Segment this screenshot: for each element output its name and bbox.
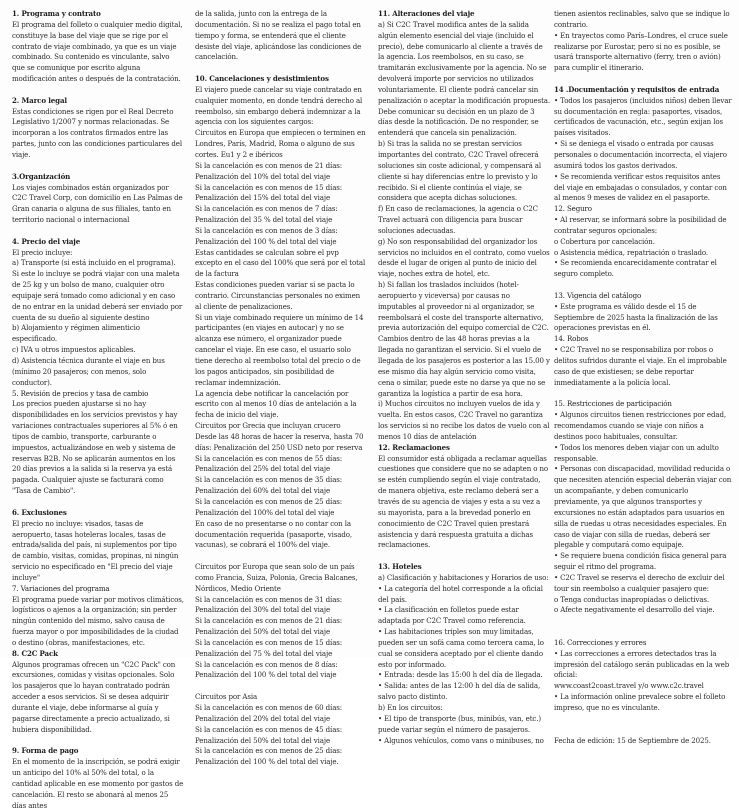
clause-section bbox=[378, 443, 550, 551]
clause-text: Si la cancelación es con menos de 25 días: Penalización del 100% del total del viaje bbox=[195, 496, 343, 517]
clause-text: Si la cancelación es con menos de 45 días: Penalización del 50% del total del viaje bbox=[195, 724, 343, 745]
clause-section bbox=[12, 584, 184, 649]
clause-text: • Este programa es válido desde el 15 de Septiembre de 2025 hasta la finalización de las operaciones previstas en él. bbox=[554, 301, 718, 333]
clause-text: Circuitos por Asia bbox=[195, 692, 258, 702]
clause-section bbox=[554, 736, 732, 747]
clause-text: • Algunos circuitos tienen restricciones por edad, recomendamos cuando se viaje con niños a destinos poco habituales, consultar. bbox=[554, 410, 726, 441]
clause-text: Si la cancelación es con menos de 21 días: Penalización del 10% del total del viaje bbox=[195, 160, 343, 181]
clause-section bbox=[12, 746, 184, 811]
clause-text: b) Alojamiento y régimen alimenticio especificado. bbox=[12, 323, 140, 344]
clause-section bbox=[195, 562, 367, 681]
clause-text: • Al reservar, se informará sobre la posibilidad de contratar seguros opcionales: bbox=[554, 215, 727, 235]
clause-section bbox=[378, 562, 550, 746]
clause-text: Estas condiciones pueden variar si se pacta lo contrario. Circunstancias personales no eximen al cliente de penalizaciones. bbox=[195, 280, 361, 311]
clause-text: Estas cantidades se calculan sobre el pvp excepto en el caso del 100% que será por el total de la factura bbox=[195, 247, 366, 279]
clause-text: b) Si tras la salida no se prestan servicios importantes del contrato, C2C Travel ofrecerá soluciones sin coste adicional, y compensará al cliente si hay diferencias entre lo previsto y lo recibido. Si el cliente continúa el viaje, se considera que acepta dichas soluciones. bbox=[378, 139, 541, 203]
clause-text: de la salida, junto con la entrega de la documentación. Si no se realiza el pago total en tiempo y forma, se entenderá que el cliente desiste del viaje, aplicándose las condiciones de cancelación. bbox=[195, 9, 362, 62]
column-2 bbox=[195, 9, 367, 779]
clause-text: Circuitos por Europa que sean solo de un país como Francia, Suiza, Polonia, Grecia Balcanes, Nórdicos, Medio Oriente bbox=[195, 562, 358, 593]
clause-text: Circuitos por Grecia que incluyan crucero bbox=[195, 421, 341, 431]
clause-text: a) Si C2C Travel modifica antes de la salida algún elemento esencial del viaje (incluido el precio), debe comunicarlo al cliente a través de la agencia. Los reembolsos, en su caso, se tramitarán exclusivamente por la agencia. No se devolverá importe por servicios no utilizados voluntariamente. El cliente podrá cancelar sin penalización o aceptar la modificación propuesta. Debe comunicar su decisión en un plazo de 3 días desde la notificación. De no responder, se entenderá que cancela sin penalización. bbox=[378, 19, 550, 138]
clause-text: • Algunos vehículos, como vans o minibuses, no bbox=[378, 735, 544, 745]
clause-text: • Si se deniega el visado o entrada por causas personales o documentación incorrecta, el viajero asumirá todos los gastos derivados. bbox=[554, 139, 727, 170]
clause-heading: 13. Hoteles bbox=[378, 562, 422, 572]
clause-section bbox=[554, 85, 732, 204]
clause-text: Si la cancelación es con menos de 55 días: Penalización del 25% del total del viaje bbox=[195, 453, 343, 474]
clause-heading: 2. Marco legal bbox=[12, 95, 67, 105]
clause-text: • En trayectos como París–Londres, el cruce suele realizarse por Eurostar, pero si no es posible, se usará transporte alternativo (ferry, tren o avión) para cumplir el itinerario. bbox=[554, 30, 728, 73]
clause-text: El precio incluye: bbox=[12, 247, 73, 257]
clause-heading: 9. Forma de pago bbox=[12, 746, 79, 756]
clause-section bbox=[195, 9, 367, 63]
clause-text: Si la cancelación es con menos de 3 días: Penalización del 100 % del total del viaje bbox=[195, 225, 338, 246]
clause-heading: 12. Seguro bbox=[554, 204, 592, 214]
clause-text: h) Si fallan los traslados incluidos (hotel-aeropuerto y viceversa) por causas no imputables al proveedor ni al organizador, se reembolsará el coste del transporte alternativo, previa autorización del equipo comercial de C2C. Cambios dentro de las 48 horas previas a la llegada no garantizan el servicio. Si el vuelo de llegada de los pasajeros es posterior a las 15.00 y ese mismo día hay algún servicio como visita, cena o similar, puede este no darse ya que no se garantiza la logística a partir de esa hora. bbox=[378, 280, 550, 398]
clause-text: • Se recomienda encarecidamente contratar el seguro completo. bbox=[554, 258, 717, 279]
clause-section bbox=[554, 204, 732, 280]
clause-text: • El tipo de transporte (bus, minibús, van, etc.) puede variar según el número de pasajeros. bbox=[378, 713, 541, 734]
column-3 bbox=[378, 9, 550, 746]
clause-text: Si la cancelación es con menos de 15 días: Penalización del 15% del total del viaje bbox=[195, 182, 343, 203]
clause-heading: 8. C2C Pack bbox=[12, 648, 58, 658]
website-link[interactable]: www.coast2coast.travel y/o www.c2c.travel bbox=[554, 681, 704, 691]
clause-section bbox=[554, 399, 732, 616]
clause-text: d) Asistencia técnica durante el viaje en bus (mínimo 20 pasajeros; con menos, solo conductor). bbox=[12, 356, 165, 387]
clause-section bbox=[195, 74, 367, 551]
clause-heading: 15. Restricciones de participación bbox=[554, 399, 672, 409]
clause-section bbox=[12, 96, 184, 161]
clause-heading: 14 .Documentación y requisitos de entrada bbox=[554, 84, 720, 94]
clause-heading: 4. Precio del viaje bbox=[12, 236, 81, 246]
clause-text: Fecha de edición: 15 de Septiembre de 2025. bbox=[554, 735, 711, 745]
clause-text: Si la cancelación es con menos de 60 días: Penalización del 20% del total del viaje bbox=[195, 703, 343, 723]
clause-section bbox=[12, 9, 184, 85]
spacer bbox=[554, 725, 732, 736]
clause-heading: 5. Revisión de precios y tasa de cambio bbox=[12, 388, 149, 398]
clause-text: Si la cancelación es con menos de 35 días: Penalización del 60% del total del viaje bbox=[195, 475, 343, 496]
clause-text: Si la cancelación es con menos de 15 días: Penalización del 75 % del total del viaje bbox=[195, 637, 343, 658]
clause-section bbox=[12, 508, 184, 584]
clause-text: • C2C Travel se reserva el derecho de excluir del tour sin reembolso a cualquier pasajero que: bbox=[554, 572, 725, 593]
clause-text: • Entrada: desde las 15:00 h del día de llegada. bbox=[378, 670, 543, 680]
clause-text: • Las habitaciones triples son muy limitadas, pueden ser un sofá cama como tercera cama, lo cual se considera aceptado por el cliente dando esto por informado. bbox=[378, 627, 544, 669]
clause-section bbox=[12, 389, 184, 497]
clause-heading: 11. Alteraciones del viaje bbox=[378, 9, 475, 18]
column-1 bbox=[12, 9, 184, 811]
clause-text: b) En los circuitos: bbox=[378, 703, 443, 712]
clause-text: o Asistencia médica, repatriación o traslado. bbox=[554, 247, 709, 257]
clause-text: Los viajes combinados están organizados por C2C Travel Corp, con domicilio en Las Palmas de Gran canaria o alguna de sus filiales, tanto en territorio nacional o internacional bbox=[12, 182, 183, 225]
clause-text: Si la cancelación es con menos de 7 días: Penalización del 35 % del total del viaje bbox=[195, 204, 338, 225]
clause-text: El programa puede variar por motivos climáticos, logísticos o ajenos a la organización; sin perder ningún contenido del mismo, salvo causa de fuerza mayor o por imposibilidades de la ciudad o destino (obras, manifestaciones, etc. bbox=[12, 594, 184, 647]
clause-text: • La información online prevalece sobre el folleto impreso, que no es vinculante. bbox=[554, 692, 726, 712]
clause-text: a) Transporte (si está incluido en el programa). Si este lo incluye se podrá viajar con una maleta de 25 kg y un bolso de mano, cualquier otro equipaje será tomado como adicional y en caso de no entrar en la unidad deberá ser enviado por cuenta de su dueño al siguiente destino bbox=[12, 258, 183, 322]
clause-text: El programa del folleto o cualquier medio digital, constituye la base del viaje que se rige por el contrato de viaje combinado, ya que es un viaje combinado. Su contenido es vinculante, salvo que se comunique por escrito alguna modificación antes o después de la contratación. bbox=[12, 19, 183, 84]
clause-text: g) No son responsabilidad del organizador los servicios no incluidos en el contrato, como vuelos desde el lugar de origen al punto de inicio del viaje, noches extra de hotel, etc. bbox=[378, 236, 550, 279]
clause-text: tienen asientos reclinables, salvo que se indique lo contrario. bbox=[554, 9, 730, 29]
clause-text: El precio no incluye: visados, tasas de aeropuerto, tasas hoteleras locales, tasas de entrada/salida del país, ni suplementos por tipo de cambio, visitas, comidas, propinas, ni ningún servicio no especificado en "El precio del viaje incluye" bbox=[12, 518, 179, 582]
clause-section bbox=[378, 9, 550, 443]
clause-heading: 7. Variaciones del programa bbox=[12, 583, 110, 593]
clause-heading: 1. Programa y contrato bbox=[12, 9, 101, 18]
clause-text: Circuitos en Europa que empiecen o terminen en Londres, París, Madrid, Roma o alguno de sus cortes. Eu1 y 2 e ibéricos bbox=[195, 128, 366, 159]
clause-text: En caso de no presentarse o no contar con la documentación requerida (pasaporte, visado, vacunas), se cobrará el 100% del viaje. bbox=[195, 518, 352, 550]
clause-text: • Todos los menores deben viajar con un adulto responsable. bbox=[554, 442, 719, 463]
clause-text: a) Clasificación y habitaciones y Horarios de uso: bbox=[378, 572, 549, 582]
clause-text: La agencia debe notificar la cancelación por escrito con al menos 10 días de antelación a la fecha de inicio del viaje. bbox=[195, 388, 357, 420]
clause-text: • Salida: antes de las 12:00 h del día de salida, salvo pacto distinto. bbox=[378, 681, 541, 702]
clause-text: • Las correcciones a errores detectados tras la impresión del catálogo serán publicadas en la web oficial: bbox=[554, 648, 730, 680]
clause-heading: 6. Exclusiones bbox=[12, 507, 67, 517]
column-4 bbox=[554, 9, 732, 757]
clause-text: i) Muchos circuitos no incluyen vuelos de ida y vuelta. En estos casos, C2C Travel no garantiza los servicios si no recibe los datos de vuelo con al menos 10 días de antelación bbox=[378, 399, 550, 441]
clause-text: Si un viaje combinado requiere un mínimo de 14 participantes (en viajes en autocar) y no se alcanza ese número, el organizador puede cancelar el viaje. En ese caso, el usuario solo tiene derecho al reembolso total del precio o de los pagos anticipados, sin posibilidad de reclamar indemnización. bbox=[195, 312, 364, 387]
clause-text: En el momento de la inscripción, se podrá exigir un anticipo del 10% al 50% del total, o la cantidad aplicable en ese momento por gastos de cancelación. El resto se abonará al menos 25 días antes bbox=[12, 757, 184, 810]
clause-heading: 16. Correcciones y errores bbox=[554, 637, 647, 647]
clause-text: Si la cancelación es con menos de 8 días: Penalización del 100 % del total del viaje bbox=[195, 659, 338, 680]
clause-text: Si la cancelación es con menos de 25 días: Penalización del 100 % del total del viaje. bbox=[195, 746, 343, 767]
clause-text: Algunos programas ofrecen un "C2C Pack" con excursiones, comidas y visitas opcionales. Solo los pasajeros que lo hayan contratado podrán acceder a esos servicios. Si se desea adquirir durante el viaje, debe informarse al guía y pagarse directamente a precio actualizado, si hubiera disponibilidad. bbox=[12, 659, 176, 734]
clause-section bbox=[12, 237, 184, 389]
clause-text: o Cobertura por cancelación. bbox=[554, 236, 655, 246]
clause-text: • La categoría del hotel corresponde a la oficial del país. bbox=[378, 583, 543, 604]
clause-text: o Tenga conductas inapropiadas o delictivas. bbox=[554, 594, 710, 604]
clause-text: • Todos los pasajeros (incluidos niños) deben llevar su documentación en regla: pasaportes, visados, certificados de vacunación, etc., según exijan los países visitados. bbox=[554, 95, 732, 138]
clause-section bbox=[12, 172, 184, 226]
clause-text: f) En caso de reclamaciones, la agencia o C2C Travel actuará con diligencia para buscar soluciones adecuadas. bbox=[378, 204, 538, 235]
clause-text: o Afecte negativamente el desarrollo del viaje. bbox=[554, 605, 715, 615]
clause-heading: 14. Robos bbox=[554, 334, 589, 344]
clause-section bbox=[554, 638, 732, 714]
clause-text: Los precios pueden ajustarse si no hay disponibilidades en los servicios previstos y hay variaciones contractuales superiores al 5% ó en tipos de cambio, transporte, carburante o impuestos, actualizándose en web y sistema de reservas B2B. No se aplicarán aumentos en los 20 días previos a la salida si la reserva ya está pagada. Cualquier ajuste se facturará como "Tasa de Cambio". bbox=[12, 399, 178, 496]
clause-section bbox=[554, 9, 732, 74]
clause-section bbox=[554, 291, 732, 334]
clause-text: Si la cancelación es con menos de 31 días: Penalización del 30% del total del viaje bbox=[195, 594, 343, 615]
clause-text: El viajero puede cancelar su viaje contratado en cualquier momento, en donde tendrá derecho al reembolso, sin embargo deberá indemnizar a la agencia con los siguientes cargos: bbox=[195, 84, 363, 127]
clause-section bbox=[12, 649, 184, 736]
clause-text: • C2C Travel no se responsabiliza por robos o delitos sufridos durante el viaje. En el improbable caso de que existiesen; se debe reportar inmediatamente a la policía local. bbox=[554, 345, 727, 387]
clause-text: • La clasificación en folletos puede estar adaptada por C2C Travel como referencia. bbox=[378, 605, 526, 626]
clause-heading: 10. Cancelaciones y desistimientos bbox=[195, 74, 329, 84]
clause-text: Si la cancelación es con menos de 21 días: Penalización del 50% del total del viaje bbox=[195, 616, 343, 637]
clause-section bbox=[195, 692, 367, 768]
clause-text: Desde las 48 horas de hacer la reserva, hasta 70 días: Penalización del 250 USD neto por reserva bbox=[195, 431, 364, 452]
clause-text: • Se requiere buena condición física general para seguir el ritmo del programa. bbox=[554, 551, 727, 572]
clause-text: Estas condiciones se rigen por el Real Decreto Legislativo 1/2007 y normas relacionadas. Se incorporan a los contratos firmados entre las partes, junto con las condiciones particulares del viaje. bbox=[12, 106, 182, 159]
clause-section bbox=[554, 334, 732, 388]
clause-text: El consumidor está obligada a reclamar aquellas cuestiones que considere que no se adapten o no se estén cumpliendo según el viaje contratado, de manera objetiva, este reclamo deberá ser a través de su agencia de viajes y esta a su vez a su mayorista, para a la brevedad ponerlo en conocimiento de C2C Travel quien prestará asistencia y dará respuesta gratuita a dichas reclamaciones. bbox=[378, 453, 549, 550]
clause-heading: 13. Vigencia del catálogo bbox=[554, 290, 642, 300]
clause-heading: 3.Organización bbox=[12, 171, 71, 181]
clause-heading: 12. Reclamaciones bbox=[378, 442, 450, 452]
clause-text: • Personas con discapacidad, movilidad reducida o que necesiten atención especial deberán viajar con un acompañante, y deben comunicarlo previamente, ya que algunos transportes y excursiones no están adaptados para usuarios en silla de ruedas u otras necesidades especiales. En caso de viajar con silla de ruedas, deberá ser plegable y computará como equipaje. bbox=[554, 464, 732, 550]
clause-text: c) IVA u otros impuestos aplicables. bbox=[12, 345, 136, 355]
spacer bbox=[554, 627, 732, 638]
clause-text: • Se recomienda verificar estos requisitos antes del viaje en embajadas o consulados, y contar con al menos 9 meses de validez en el pasaporte. bbox=[554, 171, 727, 203]
